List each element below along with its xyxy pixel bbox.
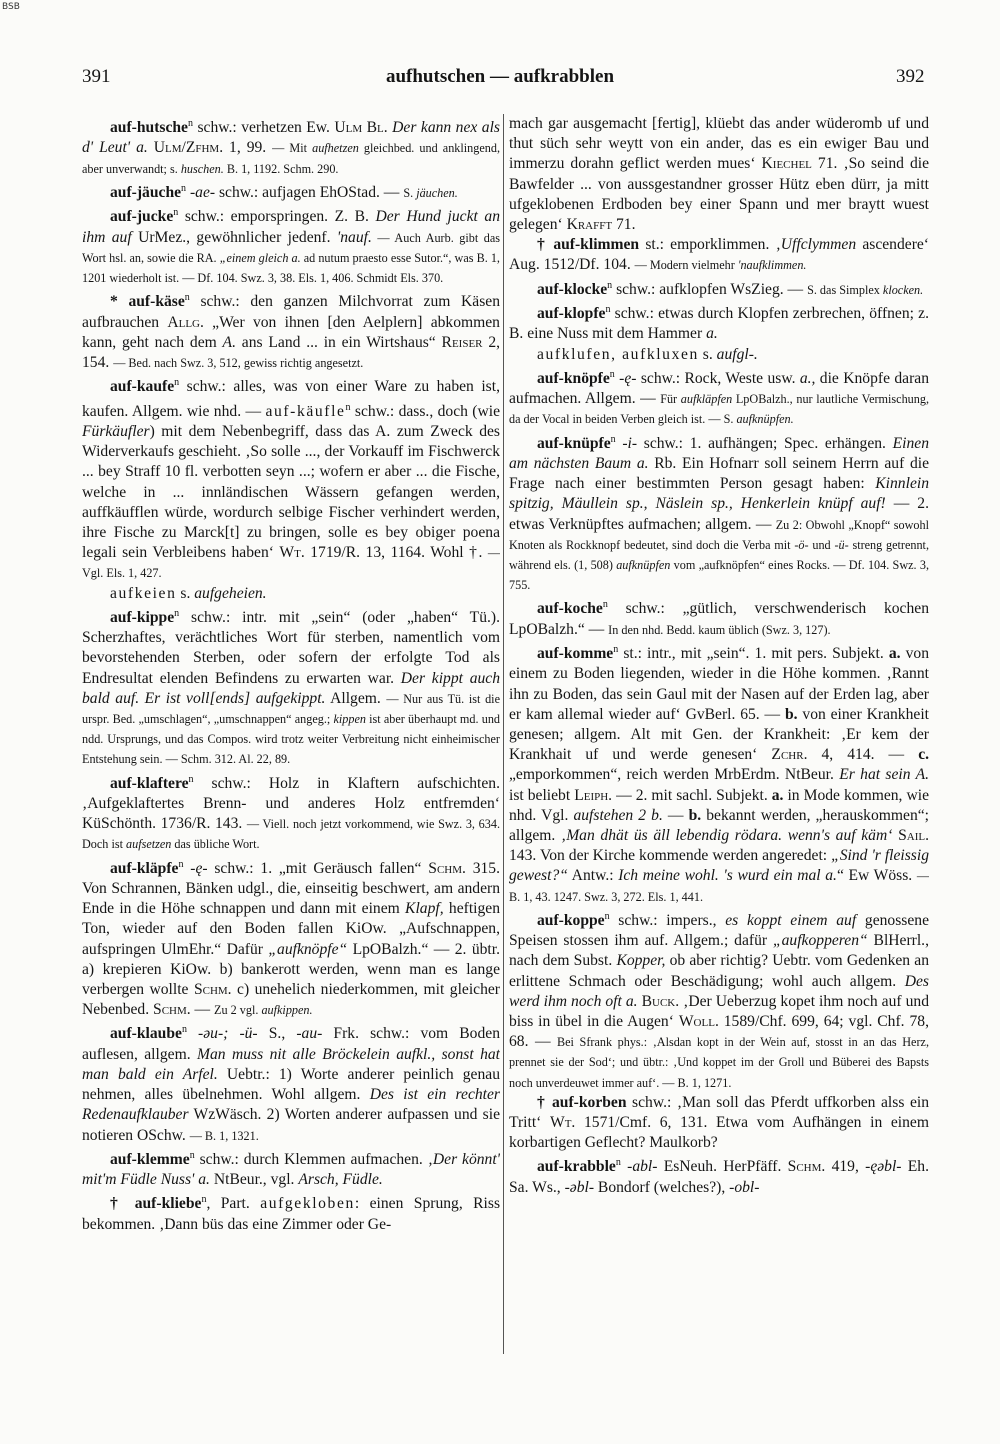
entry-text: — [662,806,689,824]
entry-text: NtBeur., vgl. [209,1171,299,1189]
entry-text: aufgeheien. [194,584,267,602]
right-column [509,114,929,1364]
entry-text: Einen am nächsten Baum a. [509,434,929,472]
entry-text: Der kann nex als d' Leut' a. [82,119,500,157]
entry-text: a., [799,370,816,387]
entry-text: schw.: 1. aufhängen; Spec. erhängen. [637,434,893,452]
entry-text: schw.: etwas durch Klopfen zerbrechen, öffnen; z. B. eine Nuss mit dem Hammer [509,305,929,343]
entry-text: Kopper, [616,952,666,970]
entry-text: Für [660,392,681,407]
entry-text: Zu 2: Obwohl „Knopf“ sowohl Knoten als Rockknopf bedeutet, sind doch die Verba mit [509,517,929,552]
entry-continuation [509,114,929,235]
entry-text: “ Ew Wöss. [836,867,917,885]
entry-text: in Mode kommen, wie nhd. Vgl. [509,786,929,824]
entry-text: Leiph. [574,786,613,804]
entry-text: 2, 154. [82,333,500,371]
dictionary-entry [82,373,500,583]
entry-text: — Modern vielmehr [634,258,738,273]
entry-text: bekannt werden, „herauskommen“; allgem. [509,806,929,845]
entry-text: — B. 1, 1321. [189,1128,259,1143]
entry-text: LpOBalzh., nur lautliche Vermischung, da der Vocal in beiden Verben gleich ist. — S. [509,392,929,427]
entry-text: ) mit dem Nebenbegriff, dass das A. zum Zweck des Widerverkaufs geschieht. ‚So solle ..., der Vorkauff im Fischwerck ... bey Straff 10 fl. verbotten seyn ...; wofern er aber ... die Fische, welche in ... innländischen Wässern gefangen werden, auffkäufflen würde, wordurch selbige Fischer verhindert werden, ihre Fische zu Marck[t] zu bringen, solle es bey obiger poena legali sein Verbleibens haben‘ [82,422,500,562]
entry-text: 419, [825,1158,866,1176]
entry-text: 1, 99. [223,139,273,157]
entry-text: ans Land ... in ein Wirtshaus“ [235,333,442,351]
headword: † auf-korben [537,1093,627,1111]
entry-text: Allg. [167,313,204,331]
entry-text: n [188,773,194,785]
entry-text: schw.: ‚Man soll das Pferdt uffkorben alss ein Tritt‘ [509,1093,929,1132]
entry-text: Des ist ein rechter Redenaufklauber [82,1086,500,1124]
entry-text: Fürkäufler [82,422,150,440]
entry-text: aufkläpfen [680,392,733,407]
headword: auf-knüpfe [537,434,611,452]
entry-text: 1571/Cmf. 6, 131. Etwa vom Aufhängen in einem korbartigen Geflecht? Maulkorb? [509,1114,929,1152]
dictionary-entry [82,1190,500,1235]
entry-text: aufkippen. [261,1003,313,1018]
entry-text: -ö- [794,537,809,552]
entry-text: n [189,1149,195,1161]
dictionary-entry [82,604,500,770]
headword: c. [918,746,929,764]
entry-text: schw.: Holz in Klaftern aufschichten. ‚Aufgeklaftertes Brenn- und anderes Holz entfremden‘ KüSchönth. 1736/R. 143. [82,774,500,833]
entry-text: Sail. [898,827,929,845]
entry-text: „Wer von ihnen [den Aelplern] abkommen kann, geht nach dem [82,313,500,351]
entry-text [187,1026,198,1043]
dictionary-entry [82,1020,500,1145]
entry-text: Schm. [787,1158,826,1176]
entry-text: n [201,1194,207,1206]
dictionary-entry [82,179,500,203]
entry-text: n [187,118,193,129]
entry-text: — Mit [272,141,313,156]
entry-text: Man muss nit alle Bröckelein aufkl., sonst hat man bald ein Arfel. [82,1045,500,1084]
entry-text: Wt. [279,544,305,562]
entry-text: n [607,279,613,291]
entry-text: ist aber überhaupt md. und ndd. Ursprungs, und das Compos. wird trotz weiter Verbreitung nicht einheimischer Entstehung sein. — Schm. 312. Al. 22, 89. [82,712,500,767]
entry-text: -i- [622,434,638,452]
entry-text: aufknüpfen. [736,412,794,427]
dictionary-entry [82,114,500,179]
entry-text: n [605,304,611,316]
headword: a. [771,786,784,804]
entry-text: — B. 1, 43. 1247. Swz. 3, 272. Els. 1, 441. [509,869,929,904]
entry-text: Allgem. [325,689,387,707]
entry-text: -abl- [627,1158,658,1176]
entry-text: die Knöpfe daran aufmachen. Allgem. — [509,370,929,408]
entry-text: S. [403,185,417,200]
entry-text: aufklufen, aufkluxen [537,345,699,363]
entry-text: -ę- [619,370,637,387]
entry-text: n [173,207,179,219]
entry-text: n [615,1157,621,1169]
entry-text: schw.: 1. „mit Geräusch fallen“ [207,859,429,877]
headword: † auf-kliebe [110,1195,202,1213]
entry-text: Antw.: [567,867,619,885]
entry-text: n [610,433,616,445]
entry-text: Buck. [641,992,680,1010]
entry-text: — Nur aus Tü. ist die urspr. Bed. „umschlagen“, „umschnappen“ angeg.; [82,691,500,726]
headword: auf-klemme [110,1151,190,1169]
entry-text: „aufknöpfe“ [268,940,348,958]
entry-text: schw.: den ganzen Milchvorrat zum Käsen aufbrauchen [82,293,500,331]
entry-text: streng getrennt, während els. (1, 508) [509,537,929,573]
dictionary-entry [509,1093,929,1154]
entry-text: Arsch, Füdle. [298,1171,383,1189]
entry-text: Bondorf (welches?), [594,1178,730,1196]
entry-text: schw.: intr. mit „sein“ (oder „haben“ Tü.). Scherzhaftes, verächtliches Wort für sterben, namentlich vom bevorstehenden Sterben, oder sofern der erfolgte Tod als Endresultat elenden Befindens zu erwarten war. [82,608,500,687]
headword: b. [688,806,702,824]
entry-text: -ęəbl- [865,1158,902,1176]
entry-text: von einer Krankheit genesen; allgem. Alt mit Gen. der Krankheit: ‚Er kem der Krankhait uf und werde genesen‘ [509,705,929,764]
entry-text: schw.: aufjagen EhOStad. — [215,183,404,201]
entry-text: aufstehen 2 b. [573,806,663,824]
entry-text: 1589/Chf. 699, 64; vgl. Chf. 78, 68. — [509,1013,929,1051]
entry-text: st.: emporklimmen. [639,236,776,254]
entry-text: „emporkommen“, reich werden MrbErdm. NtBeur. [509,766,840,784]
entry-text: B. 1, 1192. Schm. 290. [223,161,339,176]
entry-text: a. [706,325,718,343]
entry-text: EsNeuh. HerPfäff. [657,1158,788,1176]
entry-text: — 2. mit sachl. Subjekt. [612,786,772,804]
entry-text: ‚Der könnt' mit'm Füdle Nuss' a. [82,1151,500,1189]
entry-text: Rb. Ein Hofnarr soll seinem Herrn auf die Frage nach einer bestimmten Person gesagt haben: [509,455,929,493]
entry-text: 143. Von der Kirche kommende werden angeredet: [509,847,832,865]
entry-text: Des werd ihm noch oft a. [509,972,929,1010]
entry-text: n [604,910,610,922]
entry-text: huschen. [180,161,224,176]
entry-text: Zchr. [771,746,808,764]
entry-text: 1719/R. 13, 1164. Wohl †. [304,544,488,562]
entry-text: „aufkopperen“ [772,932,868,950]
entry-text: Kinnlein spitzig, Mäullein sp., Näslein sp., Henkerlein knüpf auf! [509,475,929,513]
entry-text: Frk. schw.: vom Boden auflesen, allgem. [82,1025,500,1063]
entry-text: Ich meine wohl. 's wurd ein mal a. [618,867,837,885]
entry-text: n [174,607,180,619]
entry-text: aufkeien [110,584,177,602]
entry-text: jäuchen. [416,185,458,200]
headword: auf-klopfe [537,305,606,323]
entry-text: n [184,292,190,304]
entry-text: 4, 414. — [807,746,919,764]
entry-text: WzWäsch. 2) Worten anderer aufpassen und sie notieren OSchw. [82,1106,500,1144]
entry-text: Woll. [678,1013,719,1031]
entry-text: gleichbed. und anklingend, aber unverwandt; s. [82,141,500,176]
entry-text: schw.: emporspringen. Z. B. [178,208,376,226]
entry-text: ist beliebt [509,786,575,804]
entry-text: -əu-; -ü- [198,1025,258,1043]
dictionary-entry [509,345,929,365]
headword: * auf-käse [110,293,185,311]
entry-text: 315. Von Schrannen, Bänken udgl., die, einseitig beschwert, am andern Ende in die Höhe schnappen und dann mit einem [82,859,500,918]
entry-text: schw.: durch Klemmen aufmachen. [194,1151,428,1169]
headword: auf-krabble [537,1158,616,1176]
dictionary-entry [82,584,500,604]
headword: auf-koppe [537,912,605,930]
headword: auf-kläpfe [110,859,179,877]
dictionary-entry [509,1153,929,1198]
entry-text: n [609,368,615,380]
entry-text: Klapf, [405,900,444,918]
entry-text: Zu 2 vgl. [214,1003,262,1018]
entry-text: Schm. [428,859,466,877]
entry-text: , Part. [206,1195,261,1213]
headword: auf-kippe [110,608,175,626]
entry-text: Schm. [193,981,232,999]
dictionary-entry [82,855,500,1021]
entry-text: Reiser [441,333,483,351]
entry-text: Der Hund juckt an ihm auf [82,208,500,246]
entry-text: ob aber richtig? Uebtr. vom Gedenken an erlittene Schmach oder Beschädigung; wohl auch allgem. [509,952,929,990]
entry-text: aufgekloben [260,1195,355,1213]
entry-text: von einem zu Boden liegenden, wieder in die Höhe kommen. ‚Rannt ihn zu Boden, das sein Gaul mit der Nasen auf der Erden lag, aber er kam allemal wieder auf‘ GvBerl. 65. — [509,645,929,723]
entry-text: — Vgl. Els. 1, 427. [82,546,500,581]
entry-text: s. [176,584,195,602]
dictionary-entry [509,430,929,596]
entry-text: : einen Sprung, Riss bekommen. ‚Dann büs das eine Zimmer oder Ge- [82,1195,500,1233]
entry-text: -ae- [189,183,216,201]
page-number-left: 391 [82,66,111,87]
entry-text: -au- [296,1025,323,1043]
entry-text: ‚Der Ueberzug kopet ihm noch auf und biss in übel in die Augen‘ [509,992,929,1031]
entry-text: aufknüpfen [616,558,671,573]
entry-text: aufgl-. [716,345,758,363]
left-column [82,114,500,1364]
entry-text: Schm. [153,1001,191,1019]
headword: † auf-klimmen [537,236,640,254]
entry-text: schw.: Rock, Weste usw. [636,370,800,387]
entry-text: ‚Uffclymmen [775,236,857,254]
dictionary-entry [509,365,929,430]
entry-text: ascendere‘ Aug. 1512/Df. 104. [509,236,929,274]
entry-text: Er hat sein A. [839,766,929,784]
entry-text: vom „aufknöpfen“ eines Rocks. — Df. 104. Swz. 3, 755. [509,558,929,593]
entry-text: n [181,182,187,194]
entry-text: In den nhd. Bedd. kaum üblich (Swz. 3, 127). [608,622,831,637]
entry-text: schw.: „gütlich, verschwenderisch kochen LpOBalzh.“ — [509,600,929,638]
headword: auf-hutsche [110,119,188,137]
entry-text: aufsetzen [126,837,172,852]
dictionary-entry [82,770,500,855]
headword: auf-kaufe [110,378,175,396]
entry-text: ad nutum praesto esse Sutor.“, was B. 1, 1201 wiederholt ist. — Df. 104. Swz. 3, 38. Els. 1, 406. Schmidt Els. 370. [82,250,500,285]
headword: auf-klaube [110,1025,182,1043]
entry-text: klocken. [882,282,924,297]
entry-text: S. das Simplex [807,282,883,297]
entry-text: schw.: alles, was von einer Ware zu haben ist, kaufen. Allgem. wie nhd. — [82,378,500,420]
entry-text: — 2. etwas Verknüpftes aufmachen; allgem. — [509,495,929,533]
headword: auf-jäuche [110,183,182,201]
headword: b. [784,705,798,723]
entry-text: Bei Sfrank phys.: ‚Alsdan kopt in der Wein auf, stosst in an das Herz, prennet sie der Sod‘; und übtr.: ‚Und koppet im der Groll und Büberei des Bapsts noch unverdeuwet immer auf‘. — B. 1, 1271. [509,1035,929,1090]
running-head: aufhutschen — aufkrabblen [385,66,615,87]
headword: auf-klocke [537,280,608,298]
column-divider [503,114,504,1354]
entry-text: „Sind 'r fleissig gewest?“ [509,847,929,885]
entry-text: Wt. [550,1114,576,1132]
entry-text: aufhetzen [312,141,359,156]
entry-text: Uebtr.: 1) Worte anderer peinlich genau nehmen, alles übelnehmen. Wohl allgem. [82,1066,500,1104]
entry-text: heftigen Ton, wieder auf den Boden fallen KiOw. „Aufschnappen, aufspringen UlmEhr.“ Dafür [82,900,500,958]
entry-text: — Auch Aurb. gibt das Wort hsl. an, sowie die RA. [82,230,500,265]
dictionary-entry [82,203,500,288]
entry-text: n [613,644,619,656]
entry-text: es koppt einem auf [725,912,857,930]
entry-text: 71. ‚So seind die Bawfelder ... von aussgestandner grosser Hütz eben dürr, ja mitt ufgeklobenen Erdboden bey einer Spann und mer braytt wuest gelegen‘ [509,155,929,234]
entry-text: st.: intr., mit „sein“. 1. mit pers. Subjekt. [618,645,889,663]
entry-text: c) unehelich niederkommen, mit gleicher Nebenbed. [82,981,500,1019]
entry-text: ‚Man dhät üs äll lebendig rödara. wenn's auf käm‘ [561,827,893,845]
entry-text: 'nauf. [336,228,372,246]
dictionary-entry [509,276,929,300]
entry-text: S., [257,1025,297,1043]
entry-text: -əbl- [564,1178,595,1196]
entry-text: 71. [612,216,636,234]
entry-text: genossene Speisen stossen ihm auf. Allgem.; dafür [509,912,929,950]
dictionary-entry [509,235,929,275]
entry-text: mach gar ausgemacht [fertig], klüebt das ander wüderomb uf und thut süch sehr weytt von ein ander, das es ein ewiger Bau und immerzu dorahn geflict werden mues‘ [509,115,929,173]
entry-text: Eh. Sa. Ws., [509,1158,929,1196]
entry-text: -ę- [190,859,208,877]
dictionary-entry [82,1146,500,1191]
entry-text: „einem gleich a. [219,250,301,265]
headword: auf-koche [537,600,603,618]
entry-text: 'naufklimmen. [737,258,807,273]
entry-text: schw.: dass., doch (wie [350,402,500,420]
entry-text: A. [222,333,236,351]
entry-text: -obl- [729,1178,760,1196]
headword: auf-komme [537,645,614,663]
dictionary-entry [509,640,929,907]
entry-text: n [602,599,608,611]
entry-text: kippen [333,712,366,726]
page-header [0,66,1000,90]
entry-text: n [174,377,180,389]
entry-text: Kiechel [761,155,812,173]
entry-text: schw.: verhetzen Ew. [192,119,335,137]
entry-text: Krafft [566,216,613,234]
dictionary-entry [509,595,929,640]
dictionary-entry [509,300,929,345]
headword: auf-klaftere [110,774,189,792]
headword: auf-jucke [110,208,174,226]
entry-text: Der kippt auch bald auf. Er ist voll[ends] aufgekippt. [82,669,500,707]
dictionary-entry [82,288,500,373]
library-stamp: BSB [2,2,20,12]
entry-text: BlHerrl., nach dem Subst. [509,932,929,970]
entry-text: UrMez., gewöhnlicher jedenf. [131,228,337,246]
dictionary-entry [509,907,929,1093]
entry-text: schw.: aufklopfen WsZieg. — [612,280,808,298]
entry-text: — Bed. nach Swz. 3, 512, gewiss richtig angesetzt. [113,355,364,370]
entry-text: — Viell. noch jetzt vorkommend, wie Swz. 3, 634. Doch ist [82,817,500,852]
page-number-right: 392 [896,66,925,87]
entry-text: schw.: impers., [609,912,726,930]
entry-text: s. [698,345,717,363]
entry-text: Ulm/Zfhm. [153,139,224,157]
headword: a. [888,645,901,663]
entry-text: — [190,1001,215,1019]
entry-text: auf-käufle [265,402,346,420]
entry-text: n [345,401,351,413]
entry-text: Ulm Bl. [334,119,388,137]
entry-text: und [808,537,835,552]
entry-text: -ü- [834,537,849,552]
entry-text: n [178,858,184,870]
entry-text: n [181,1024,187,1036]
headword: auf-knöpfe [537,370,610,387]
entry-text: LpOBalzh.“ — 2. übtr. a) krepieren KiOw. b) bankerott werden, wenn man es lange verbergen wollte [82,940,500,999]
entry-text: das übliche Wort. [171,837,260,852]
